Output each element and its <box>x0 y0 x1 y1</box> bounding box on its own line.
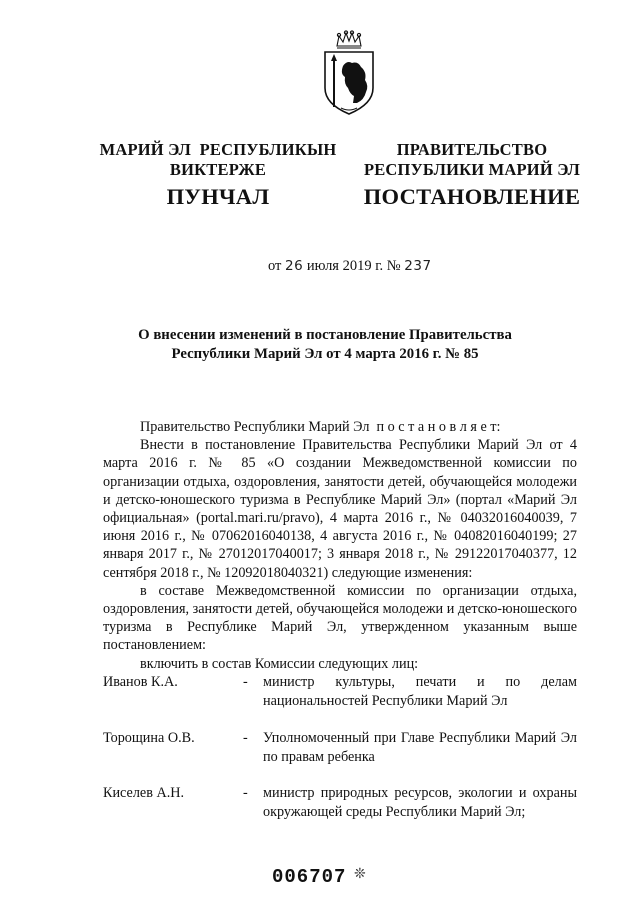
member-name: Киселев А.Н. <box>103 785 185 801</box>
member-row <box>103 729 577 766</box>
member-row <box>103 673 577 710</box>
title-line1: О внесении изменений в постановление Правительства <box>138 327 512 343</box>
member-dash: - <box>243 674 248 690</box>
paragraph-resolves: Правительство Республики Марий Эл п о с т а н о в л я е т: <box>140 419 501 435</box>
date-line <box>268 258 432 275</box>
paragraph-composition: в составе Межведомственной комиссии по организации отдыха, оздоровления, занятости детей, обучающейся молодежи и детско-юношеского туризма в Республике Марий Эл, утвержденном указанным выше постановлением: <box>103 582 577 654</box>
coat-of-arms-icon <box>321 30 377 116</box>
header-right-line2: РЕСПУБЛИКИ МАРИЙ ЭЛ <box>363 160 581 179</box>
member-position: Уполномоченный при Главе Республики Марий Эл по правам ребенка <box>263 730 577 765</box>
member-dash: - <box>243 785 248 801</box>
ornament-mark-icon: ❊ <box>354 867 366 882</box>
header-right-doctype: ПОСТАНОВЛЕНИЕ <box>363 184 581 209</box>
paragraph-amendments: Внести в постановление Правительства Республики Марий Эл от 4 марта 2016 г. № 85 «О создании Межведомственной комиссии по организации отдыха, оздоровления, занятости детей, обучающейся молодежи и детско-юношеского туризма в Республике Марий Эл» (портал «Марий Эл официальная» (portal.mari.ru/pravo), 4 марта 2016 г., № 04032016040039, 7 июня 2016 г., № 07062016040138, 4 августа 2016 г., № 04082016040199; 27 января 2017 г., № 27012017040017; 3 января 2018 г., № 29122017040377, 12 сентября 2018 г., № 12092018040321) следующие изменения: <box>103 437 577 581</box>
header-left-line1: МАРИЙ ЭЛ РЕСПУБЛИКЫН <box>99 140 337 159</box>
form-serial-number: 006707 <box>272 866 347 888</box>
header-right-line1: ПРАВИТЕЛЬСТВО <box>396 140 548 159</box>
paragraph-include: включить в состав Комиссии следующих лиц: <box>140 655 419 672</box>
document-body <box>103 418 577 673</box>
document-number: 237 <box>404 258 432 274</box>
header-left-doctype: ПУНЧАЛ <box>166 184 270 209</box>
member-row <box>103 784 577 821</box>
member-dash: - <box>243 730 248 746</box>
header-left-block <box>95 140 341 210</box>
date-month-year: июля 2019 г. № <box>306 258 401 274</box>
member-position: министр природных ресурсов, экологии и охраны окружающей среды Республики Марий Эл; <box>263 785 577 820</box>
member-name: Торощина О.В. <box>103 730 195 746</box>
title-line2: Республики Марий Эл от 4 марта 2016 г. № 85 <box>171 346 479 362</box>
member-name: Иванов К.А. <box>103 674 178 690</box>
member-position: министр культуры, печати и по делам национальностей Республики Марий Эл <box>263 674 577 709</box>
header-right-block <box>352 140 592 210</box>
document-title <box>110 326 540 364</box>
date-prefix: от <box>268 258 282 274</box>
date-day: 26 <box>285 258 304 274</box>
header-left-line2: ВИКТЕРЖЕ <box>169 160 267 179</box>
